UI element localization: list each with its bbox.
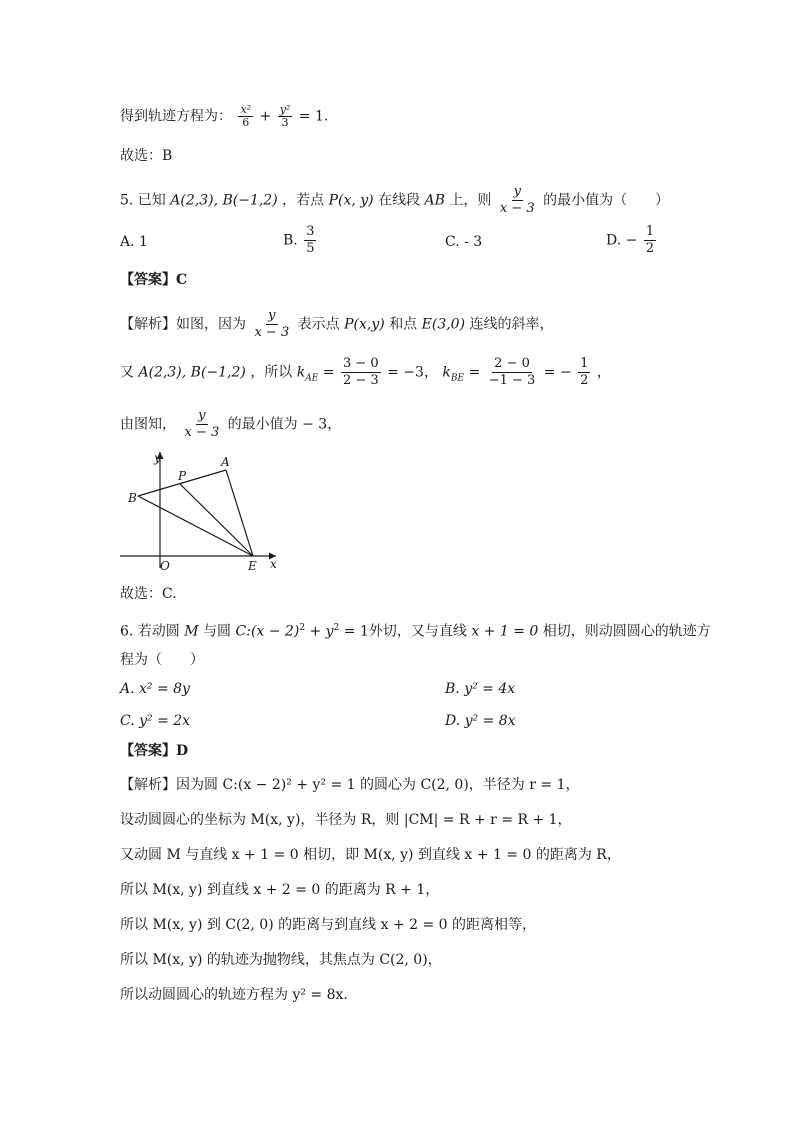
frac-num: 2 − 0 [494, 356, 530, 371]
frac-num: y [513, 184, 521, 199]
frac-num: y² [279, 103, 291, 116]
frac-den: −1 − 3 [488, 373, 536, 388]
fraction-x2-6 [238, 104, 253, 129]
q6-option-c: C. y² = 2x [120, 713, 191, 729]
sol-part: 【解析】如图，因为 [120, 316, 246, 333]
q6-circle-c: C:(x − 2) [235, 623, 300, 640]
q5-option-d [606, 224, 658, 257]
option-label: D. − [606, 232, 638, 249]
q5-option-a: A. 1 [120, 234, 148, 250]
sol-part: 的最小值为 − 3， [227, 416, 342, 433]
slope-subscript: BE [450, 373, 465, 384]
fraction-y-over-x-minus-3 [182, 408, 221, 441]
q5-stem-part: 的最小值为（ ） [543, 192, 670, 209]
fraction-y2-3 [278, 104, 293, 129]
label-y: y [154, 451, 161, 465]
label-a: A [221, 455, 230, 469]
q5-point-p: P(x, y) [328, 192, 374, 209]
q6-solution-line-7: 所以动圆圆心的轨迹方程为 y² = 8x. [120, 987, 348, 1003]
q5-stem-part: 在线段 [378, 192, 421, 209]
q6-stem-part: = 1外切，又与直线 [339, 623, 467, 640]
q5-points: A(2,3), B(−1,2) [170, 192, 278, 209]
q6-option-a: A. x² = 8y [120, 681, 190, 697]
frac-den: 6 [242, 116, 250, 129]
slope-k-ae: k [296, 364, 306, 381]
label-p: P [178, 469, 187, 483]
sol-part: = −3， [387, 364, 438, 381]
sol-part: = − [543, 364, 572, 381]
sol-part: 又 [120, 364, 134, 381]
frac-den: x − 3 [499, 201, 535, 216]
q5-segment-ab: AB [424, 192, 445, 209]
question-6-stem-line-2: 程为（ ） [120, 652, 204, 668]
fraction-half [578, 356, 590, 389]
q5-option-c: C. - 3 [445, 234, 483, 250]
q5-solution-line-1 [120, 308, 554, 341]
frac-den: 2 [645, 241, 655, 256]
frac-num: 3 − 0 [342, 356, 379, 371]
label-b: B [128, 491, 137, 505]
sol-points: A(2,3), B(−1,2) [138, 364, 246, 381]
q5-stem-part: ，若点 [282, 192, 325, 209]
q5-choice: 故选：C. [120, 586, 177, 602]
q6-line: x + 1 = 0 [471, 623, 539, 640]
prev-solution-equation: 得到轨迹方程为： $\frac{\text{x²}}{6}$ + $\frac{\text{y²}}{3}$ = 1. [120, 103, 329, 129]
frac-den: x − 3 [254, 325, 290, 340]
plus-sign: + [259, 108, 272, 125]
sol-part: 表示点 [297, 316, 340, 333]
frac-num: 3 [306, 224, 315, 239]
q6-circle-m: M [184, 623, 199, 640]
q6-solution-line-2: 设动圆圆心的坐标为 M(x, y)，半径为 R，则 |CM| = R + r = R + 1， [120, 812, 572, 828]
sol-point-p: P(x,y) [344, 316, 385, 333]
label-x: x [270, 557, 277, 571]
q6-stem-part: 与圆 [203, 623, 232, 640]
q6-solution-line-3: 又动圆 M 与直线 x + 1 = 0 相切，即 M(x, y) 到直线 x + 1 = 0 的距离为 R， [120, 847, 621, 863]
frac-den: 2 [580, 373, 589, 388]
fraction-1-2 [644, 224, 656, 257]
option-label: B. [283, 232, 298, 249]
frac-den: 3 [281, 116, 289, 129]
frac-num: y [198, 408, 206, 423]
q5-solution-line-3 [120, 408, 341, 441]
prev-lead: 得到轨迹方程为： [120, 108, 232, 125]
frac-num: x² [240, 103, 252, 116]
sol-part: 连线的斜率， [469, 316, 554, 333]
q6-option-d: D. y² = 8x [445, 713, 516, 729]
question-5-stem [120, 184, 669, 217]
fraction-3-5 [304, 224, 316, 257]
label-e: E [248, 559, 257, 573]
q6-solution-line-5: 所以 M(x, y) 到 C(2, 0) 的距离与到直线 x + 2 = 0 的距离相等， [120, 917, 536, 933]
q5-answer: 【答案】C [120, 272, 188, 288]
q6-stem-part: 相切，则动圆圆心的轨迹方 [542, 623, 711, 640]
frac-den: x − 3 [184, 425, 220, 440]
fraction-y-over-x-minus-3 [498, 184, 537, 217]
q6-solution-line-4: 所以 M(x, y) 到直线 x + 2 = 0 的距离为 R + 1， [120, 882, 440, 898]
fraction-y-over-x-minus-3 [252, 308, 291, 341]
geometry-figure [118, 448, 288, 576]
eq-end: = 1 [298, 108, 324, 125]
q6-stem-part: + y [305, 623, 334, 640]
frac-den: 5 [306, 241, 315, 256]
sol-part: 和点 [389, 316, 418, 333]
sol-part: 由图知， [120, 416, 176, 433]
frac-num: 1 [645, 224, 655, 239]
segment-be [138, 496, 253, 556]
fraction-kbe [487, 356, 538, 389]
q6-option-b: B. y² = 4x [445, 681, 516, 697]
q6-stem-part: 6. 若动圆 [120, 623, 180, 640]
q6-answer: 【答案】D [120, 743, 189, 759]
slope-k-be: k [442, 364, 451, 381]
frac-den: 2 − 3 [342, 373, 379, 388]
q5-stem-part: 5. 已知 [120, 192, 166, 209]
q6-solution-line-1: 【解析】因为圆 C:(x − 2)² + y² = 1 的圆心为 C(2, 0)，半径为 r = 1， [120, 777, 580, 793]
fraction-kae [341, 356, 381, 389]
label-o: O [160, 559, 170, 573]
frac-num: 1 [580, 356, 589, 371]
q6-solution-line-6: 所以 M(x, y) 的轨迹为抛物线，其焦点为 C(2, 0)， [120, 952, 442, 968]
sol-part: ，所以 [250, 364, 293, 381]
q5-stem-part: 上，则 [449, 192, 492, 209]
sol-part: ， [596, 364, 611, 381]
q5-option-b [283, 224, 318, 257]
q5-solution-line-2: 又 A(2,3), B(−1,2) ，所以 $k_{AE}$ = $\frac{3 - 0}{2 - 3}$ = −3， $k_{BE}$ = $\frac{2 - 0}{-1 - 3}$ = − $\frac{1}{2}$ ， [120, 356, 611, 388]
prev-choice: 故选：B [120, 148, 173, 164]
question-6-stem-line-1: 6. 若动圆 M 与圆 C:(x − $2)^2 + y^2 = 1$外切，又与直线 x + 1 = 0 相切，则动圆圆心的轨迹方 [120, 623, 711, 640]
slope-subscript: AE [305, 373, 319, 384]
sol-point-e: E(3,0) [421, 316, 466, 333]
frac-num: y [268, 308, 276, 323]
